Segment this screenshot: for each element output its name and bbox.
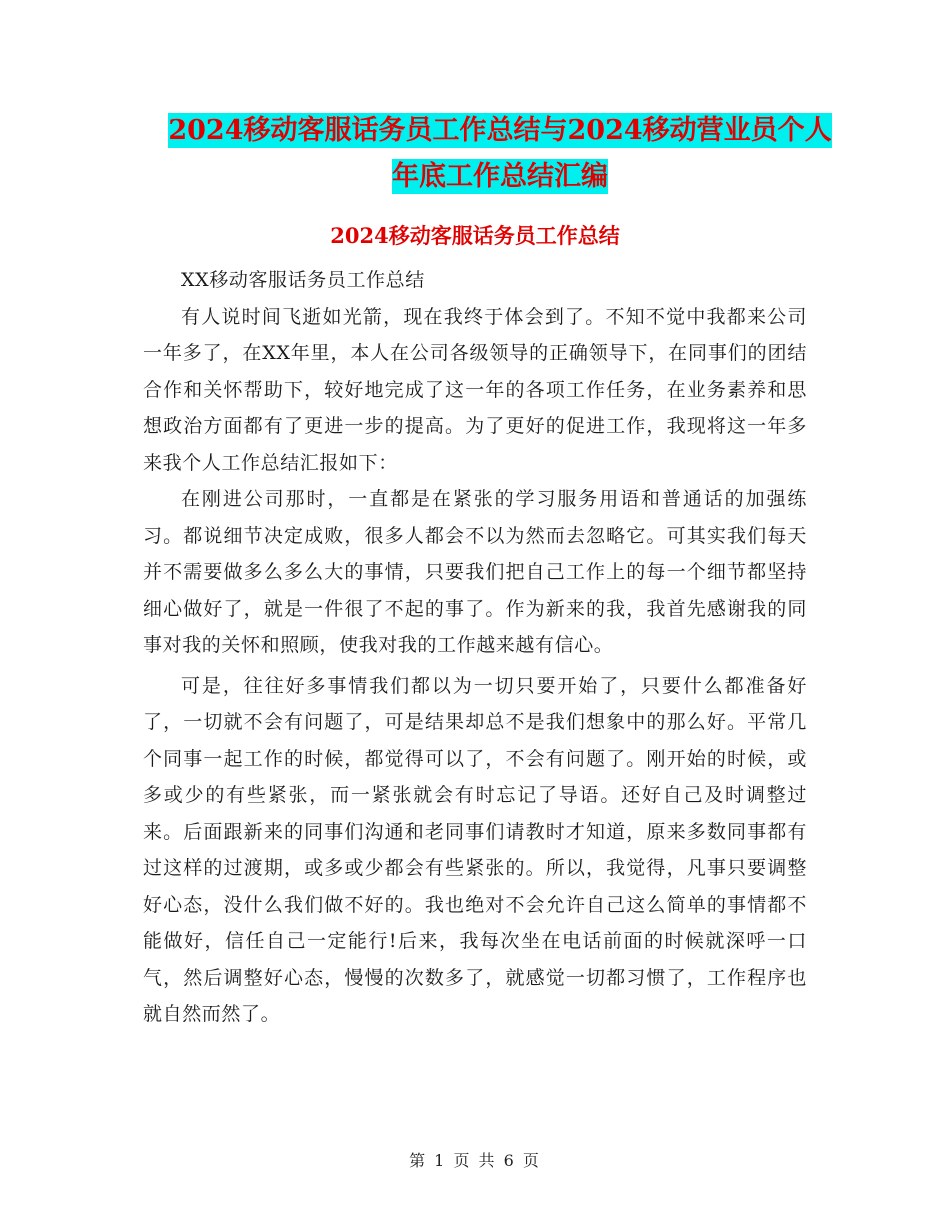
paragraph-subtitle: XX移动客服话务员工作总结 xyxy=(181,269,425,291)
body-text xyxy=(143,262,807,1033)
page-footer: 第 1 页 共 6 页 xyxy=(409,1151,541,1170)
document-title xyxy=(140,108,860,200)
title-line-2: 年底工作总结汇编 xyxy=(392,161,608,192)
paragraph: 有人说时间飞逝如光箭，现在我终于体会到了。不知不觉中我都来公司一年多了，在XX年里，本人在公司各级领导的正确领导下，在同事们的团结合作和关怀帮助下，较好地完成了这一年的各项工作任务，在业务素养和思想政治方面都有了更进一步的提高。为了更好的促进工作，我现将这一年多来我个人工作总结汇报如下： xyxy=(143,305,807,474)
section-title: 2024移动客服话务员工作总结 xyxy=(330,223,620,248)
paragraph: 在刚进公司那时，一直都是在紧张的学习服务用语和普通话的加强练习。都说细节决定成败，很多人都会不以为然而去忽略它。可其实我们每天并不需要做多么多么大的事情，只要我们把自己工作上的每一个细节都坚持细心做好了，就是一件很了不起的事了。作为新来的我，我首先感谢我的同事对我的关怀和照顾，使我对我的工作越来越有信心。 xyxy=(143,488,807,656)
title-line-1: 2024移动客服话务员工作总结与2024移动营业员个人 xyxy=(168,115,832,146)
paragraph: 可是，往往好多事情我们都以为一切只要开始了，只要什么都准备好了，一切就不会有问题了，可是结果却总不是我们想象中的那么好。平常几个同事一起工作的时候，都觉得可以了，不会有问题了。刚开始的时候，或多或少的有些紧张，而一紧张就会有时忘记了导语。还好自己及时调整过来。后面跟新来的同事们沟通和老同事们请教时才知道，原来多数同事都有过这样的过渡期，或多或少都会有些紧张的。所以，我觉得，凡事只要调整好心态，没什么我们做不好的。我也绝对不会允许自己这么简单的事情都不能做好，信任自己一定能行!后来，我每次坐在电话前面的时候就深呼一口气，然后调整好心态，慢慢的次数多了，就感觉一切都习惯了，工作程序也就自然而然了。 xyxy=(143,674,807,1025)
